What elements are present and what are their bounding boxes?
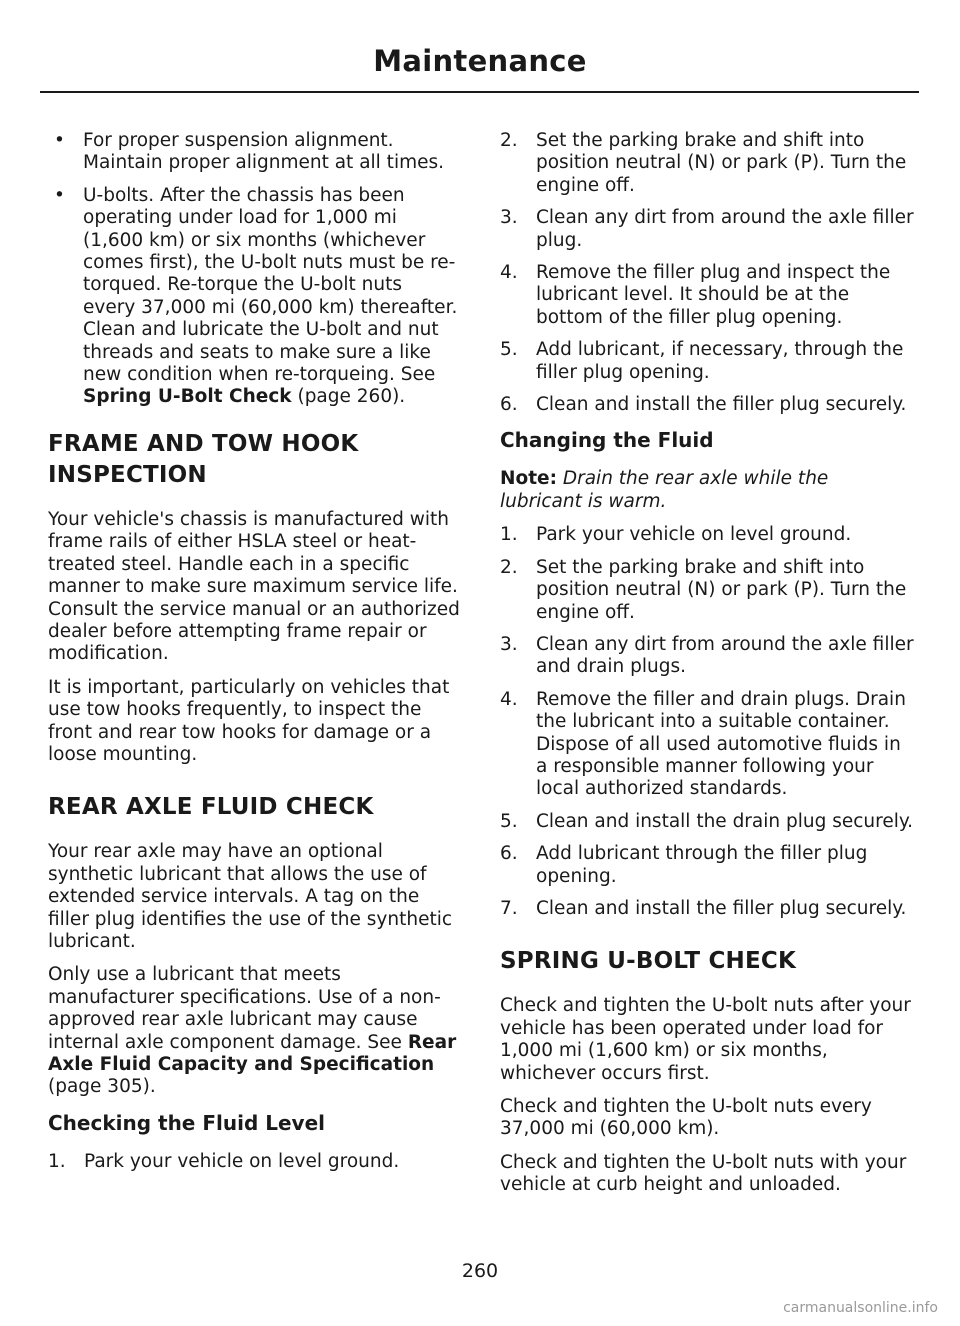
note: Note: Drain the rear axle while the lubricant is warm.: [500, 468, 829, 512]
list-item: 3. Clean any dirt from around the axle filler plug.: [500, 207, 914, 251]
list-item: 2. Set the parking brake and shift into position neutral (N) or park (P). Turn the engine off.: [500, 130, 907, 196]
list-item: 6. Clean and install the filler plug securely.: [500, 394, 907, 416]
list-item: 7. Clean and install the filler plug securely.: [500, 897, 907, 919]
paragraph: It is important, particularly on vehicles that use tow hooks frequently, to inspect the front and rear tow hooks for damage or a loose mounting.: [48, 676, 450, 765]
list-item: • U-bolts. After the chassis has been operating under load for 1,000 mi (1,600 km) or six months (whichever comes first), the U-bolt nuts must be re-torqued. Re-torque the U-bolt nuts every 37,000 mi (60,000 km) thereafter. Clean and lubricate the U-bolt and nut threads and seats to make sure a like new condition when re-torqueing. See Spring U-Bolt Check (page 260).: [48, 185, 460, 409]
spring-ubolt-check-link[interactable]: Spring U-Bolt Check: [83, 386, 292, 408]
page-title: Maintenance: [373, 44, 587, 78]
section-heading-frame: FRAME AND TOW HOOK INSPECTION: [48, 430, 359, 488]
list-item: 5. Clean and install the drain plug securely.: [500, 810, 914, 832]
list-item: 4. Remove the filler plug and inspect the lubricant level. It should be at the bottom of the filler plug opening.: [500, 262, 891, 328]
page-number: 260: [461, 1260, 499, 1282]
paragraph: Check and tighten the U-bolt nuts every 37,000 mi (60,000 km).: [500, 1096, 872, 1140]
rear-axle-fluid-spec-link[interactable]: Rear Axle Fluid Capacity and Specification: [48, 1031, 457, 1075]
checking-steps: [48, 1151, 460, 1173]
paragraph: Only use a lubricant that meets manufacturer specifications. Use of a non-approved rear axle lubricant may cause internal axle component damage. See Rear Axle Fluid Capacity and Specification (page 305).: [48, 964, 457, 1098]
left-column: [48, 130, 460, 1184]
right-column: [500, 130, 916, 1208]
list-item: 4. Remove the filler and drain plugs. Drain the lubricant into a suitable container. Dispose of all used automotive fluids in a responsible manner following your local authorized standards.: [500, 688, 906, 800]
list-item: • For proper suspension alignment. Maintain proper alignment at all times.: [48, 130, 460, 175]
checking-steps-continued: [500, 130, 916, 416]
list-item: 2. Set the parking brake and shift into position neutral (N) or park (P). Turn the engine off.: [500, 556, 907, 623]
section-heading-spring: SPRING U-BOLT CHECK: [500, 948, 797, 975]
list-item: 3. Clean any dirt from around the axle filler and drain plugs.: [500, 633, 914, 678]
bullet-list: [48, 130, 460, 409]
paragraph: Check and tighten the U-bolt nuts with your vehicle at curb height and unloaded.: [500, 1151, 907, 1196]
list-item: 5. Add lubricant, if necessary, through the filler plug opening.: [500, 339, 904, 383]
list-item: 6. Add lubricant through the filler plug opening.: [500, 843, 868, 887]
header-divider: [40, 91, 919, 93]
subheading-checking: Checking the Fluid Level: [48, 1110, 325, 1135]
list-item: 1. Park your vehicle on level ground.: [48, 1150, 400, 1172]
paragraph: Your vehicle's chassis is manufactured with frame rails of either HSLA steel or heat-treated steel. Handle each in a specific manner to make sure maximum service life. Consult the service manual or an authorized dealer before attempting frame repair or modification.: [48, 508, 460, 665]
watermark: carmanualsonline.info: [783, 1300, 938, 1316]
section-heading-axle: REAR AXLE FLUID CHECK: [48, 794, 374, 821]
list-item: 1. Park your vehicle on level ground.: [500, 524, 852, 546]
paragraph: Your rear axle may have an optional synthetic lubricant that allows the use of extended service intervals. A tag on the filler plug identifies the use of the synthetic lubricant.: [48, 841, 453, 952]
paragraph: Check and tighten the U-bolt nuts after your vehicle has been operated under load for 1,000 mi (1,600 km) or six months, whichever occurs first.: [500, 995, 911, 1084]
subheading-changing: Changing the Fluid: [500, 428, 714, 453]
changing-steps: [500, 524, 916, 920]
